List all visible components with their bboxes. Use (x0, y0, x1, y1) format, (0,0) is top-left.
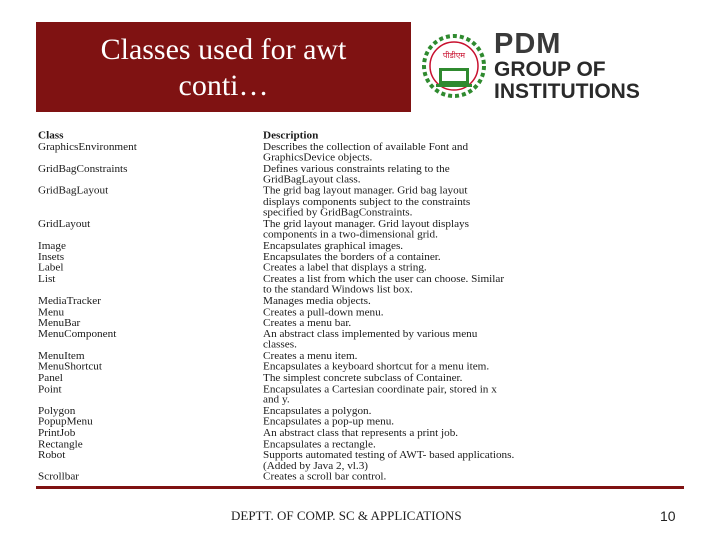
description-cell: The grid layout manager. Grid layout displays components in a two-dimensional grid. (263, 218, 469, 241)
logo-line-1: PDM (494, 28, 562, 60)
class-name-cell: MenuBar (38, 317, 81, 329)
description-cell: Creates a label that displays a string. (263, 262, 427, 274)
description-cell: Encapsulates graphical images. (263, 240, 404, 252)
class-name-cell: GridBagConstraints (38, 163, 128, 175)
class-name-cell: Scrollbar (38, 471, 80, 483)
table-row (38, 472, 618, 483)
table-row (38, 164, 618, 186)
description-cell: Encapsulates the borders of a container. (263, 251, 441, 263)
description-cell: Encapsulates a Cartesian coordinate pair, stored in x and y. (263, 383, 497, 406)
class-name-cell: PrintJob (38, 427, 76, 439)
description-cell: The simplest concrete subclass of Container. (263, 372, 463, 384)
description-cell: Encapsulates a pop-up menu. (263, 416, 395, 428)
pdm-emblem-icon (422, 28, 486, 104)
table-row (38, 142, 618, 164)
logo-line-3: INSTITUTIONS (494, 80, 640, 103)
description-cell: Creates a scroll bar control. (263, 471, 387, 483)
table-header-row (38, 131, 618, 142)
class-name-cell: Label (38, 262, 64, 274)
class-name-cell: Polygon (38, 405, 76, 417)
table-row (38, 428, 618, 439)
description-cell: Describes the collection of available Font and GraphicsDevice objects. (263, 141, 469, 164)
header-class: Class (38, 130, 64, 142)
table-row (38, 296, 618, 307)
slide-title-box (36, 22, 411, 112)
description-cell: Creates a list from which the user can choose. Similar to the standard Windows list box. (263, 273, 505, 296)
table-row (38, 450, 618, 472)
class-name-cell: Rectangle (38, 438, 83, 450)
header-description: Description (263, 130, 319, 142)
description-cell: An abstract class that represents a print job. (263, 427, 459, 439)
class-name-cell: Point (38, 383, 62, 395)
class-name-cell: List (38, 273, 56, 285)
description-cell: An abstract class implemented by various menu classes. (263, 328, 478, 351)
footer-department: DEPTT. OF COMP. SC & APPLICATIONS (231, 508, 462, 523)
page-number: 10 (660, 508, 676, 524)
logo-line-2: GROUP OF (494, 58, 606, 81)
class-name-cell: GridLayout (38, 218, 91, 230)
table-row (38, 274, 618, 296)
table-row (38, 241, 618, 252)
description-cell: Encapsulates a keyboard shortcut for a menu item. (263, 361, 490, 373)
description-cell: Creates a pull-down menu. (263, 306, 384, 318)
slide-title-line-1: Classes used for awt (100, 33, 347, 66)
table-row (38, 384, 618, 406)
table-row (38, 318, 618, 329)
class-name-cell: Panel (38, 372, 63, 384)
pdm-logo (422, 22, 684, 110)
class-name-cell: Robot (38, 449, 66, 461)
description-cell: Encapsulates a polygon. (263, 405, 372, 417)
class-name-cell: Insets (38, 251, 65, 263)
class-name-cell: Menu (38, 306, 65, 318)
table-row (38, 186, 618, 219)
class-name-cell: Image (38, 240, 66, 252)
class-name-cell: MediaTracker (38, 295, 101, 307)
class-name-cell: MenuItem (38, 350, 85, 362)
description-cell: Creates a menu bar. (263, 317, 352, 329)
awt-classes-table (38, 131, 618, 483)
description-cell: Manages media objects. (263, 295, 371, 307)
description-cell: Creates a menu item. (263, 350, 358, 362)
class-name-cell: GraphicsEnvironment (38, 141, 137, 153)
slide-title-line-2: conti… (178, 69, 269, 102)
table-row (38, 329, 618, 351)
class-name-cell: MenuShortcut (38, 361, 103, 373)
class-name-cell: MenuComponent (38, 328, 117, 340)
description-cell: The grid bag layout manager. Grid bag layout displays components subject to the constraints specified by GridBagConstraints. (263, 185, 471, 219)
footer-rule (36, 486, 684, 489)
class-name-cell: GridBagLayout (38, 185, 109, 197)
table-row (38, 219, 618, 241)
description-cell: Defines various constraints relating to the GridBagLayout class. (263, 163, 450, 186)
emblem-badge-text: पीडीएम (442, 51, 466, 60)
class-name-cell: PopupMenu (38, 416, 93, 428)
table-row (38, 373, 618, 384)
description-cell: Encapsulates a rectangle. (263, 438, 376, 450)
description-cell: Supports automated testing of AWT- based applications. (Added by Java 2, vl.3) (263, 449, 515, 472)
